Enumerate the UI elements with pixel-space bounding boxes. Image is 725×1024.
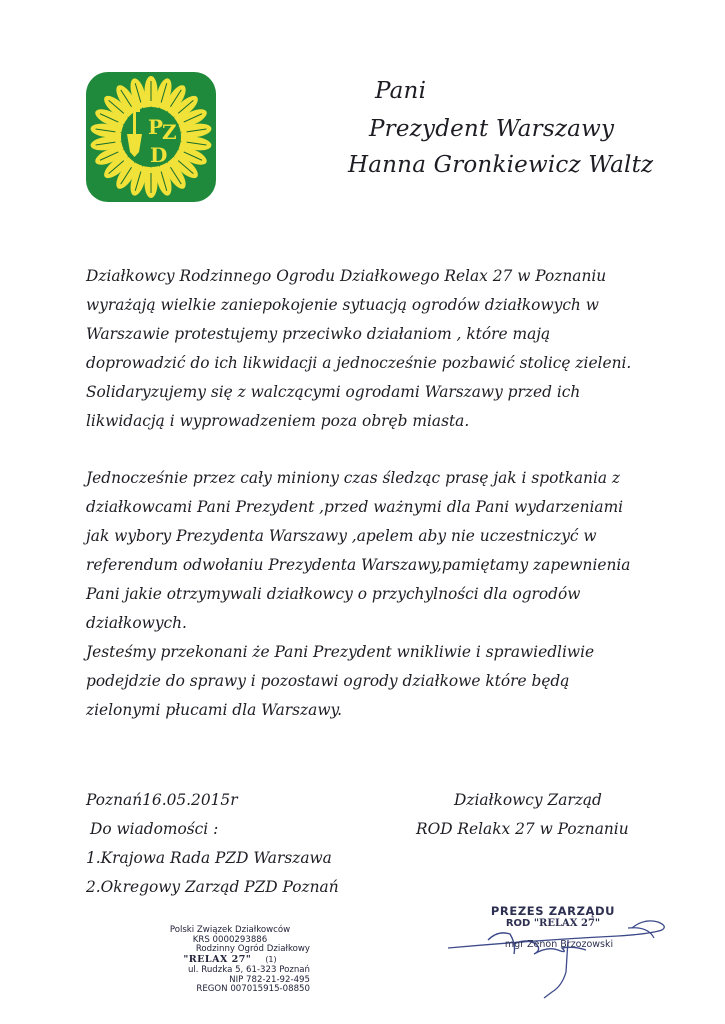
stamp-title: PREZES ZARZĄDU — [490, 904, 616, 918]
body-line: Pani jakie otrzymywali działkowcy o przychylności dla ogrodów — [86, 585, 581, 603]
stamp-org-name: "RELAX 27" — [183, 954, 252, 966]
body-line: Jednocześnie przez cały miniony czas śledząc prasę jak i spotkania z — [86, 469, 621, 487]
pzd-logo — [86, 72, 216, 202]
body-line: Warszawie protestujemy przeciwko działaniom , które mają — [86, 325, 551, 343]
sender-line-2: ROD Relakx 27 w Poznaniu — [416, 820, 629, 838]
body-line: Działkowcy Rodzinnego Ogrodu Działkowego Relax 27 w Poznaniu — [86, 267, 607, 285]
stamp-line: NIP 782-21-92-495 — [229, 974, 310, 985]
addressee-title: Prezydent Warszawy — [369, 116, 615, 142]
logo-letter-z: Z — [162, 120, 177, 144]
president-stamp — [468, 904, 638, 950]
stamp-line: Polski Związek Działkowców — [169, 925, 291, 935]
stamp-person-name: mgr Zenon Brzozowski — [504, 939, 614, 950]
stamp-line: Rodzinny Ogród Działkowy — [195, 944, 310, 955]
letter-body — [86, 262, 686, 725]
date-and-cc — [86, 786, 339, 902]
body-line: referendum odwołaniu Prezydenta Warszawy,pamiętamy zapewnienia — [86, 556, 631, 574]
letter-date: Poznań16.05.2015r — [86, 791, 238, 809]
body-line: doprowadzić do ich likwidacji a jednocześnie pozbawić stolicę zieleni. — [86, 354, 632, 372]
stamp-mark: (1) — [265, 955, 277, 965]
body-line: działkowcami Pani Prezydent ,przed ważnymi dla Pani wydarzeniami — [86, 498, 624, 516]
body-line: jak wybory Prezydenta Warszawy ,apelem aby nie uczestniczyć w — [86, 527, 597, 545]
stamp-org-prefix: ROD — [505, 918, 531, 929]
stamp-line: REGON 007015915-08850 — [196, 984, 310, 995]
cc-item: 2.Okregowy Zarząd PZD Poznań — [86, 878, 339, 896]
logo-letter-p: P — [148, 115, 164, 139]
addressee-name: Hanna Gronkiewicz Waltz — [348, 152, 654, 178]
body-line: działkowych. — [86, 614, 187, 632]
cc-heading: Do wiadomości : — [90, 820, 219, 838]
body-line: wyrażają wielkie zaniepokojenie sytuacją ogrodów działkowych w — [86, 296, 599, 314]
stamp-line: ul. Rudzka 5, 61-323 Poznań — [187, 964, 310, 975]
organization-stamp — [150, 926, 310, 995]
body-line: Solidaryzujemy się z walczącymi ogrodami Warszawy przed ich — [86, 383, 581, 401]
sender-line-1: Działkowcy Zarząd — [454, 791, 602, 809]
body-line: Jesteśmy przekonani że Pani Prezydent wnikliwie i sprawiedliwie — [86, 643, 595, 661]
cc-item: 1.Krajowa Rada PZD Warszawa — [86, 849, 332, 867]
body-line: likwidacją i wyprowadzeniem poza obręb miasta. — [86, 412, 470, 430]
stamp-org — [468, 918, 638, 929]
body-line: zielonymi płucami dla Warszawy. — [86, 701, 343, 719]
logo-letter-d: D — [150, 143, 168, 167]
stamp-line: KRS 0000293886 — [192, 934, 268, 945]
paragraph-gap — [86, 436, 686, 464]
stamp-org-name: "RELAX 27" — [533, 918, 601, 929]
addressee-salutation: Pani — [375, 78, 427, 104]
sender-block — [416, 786, 656, 844]
body-line: podejdzie do sprawy i pozostawi ogrody działkowe które będą — [86, 672, 570, 690]
